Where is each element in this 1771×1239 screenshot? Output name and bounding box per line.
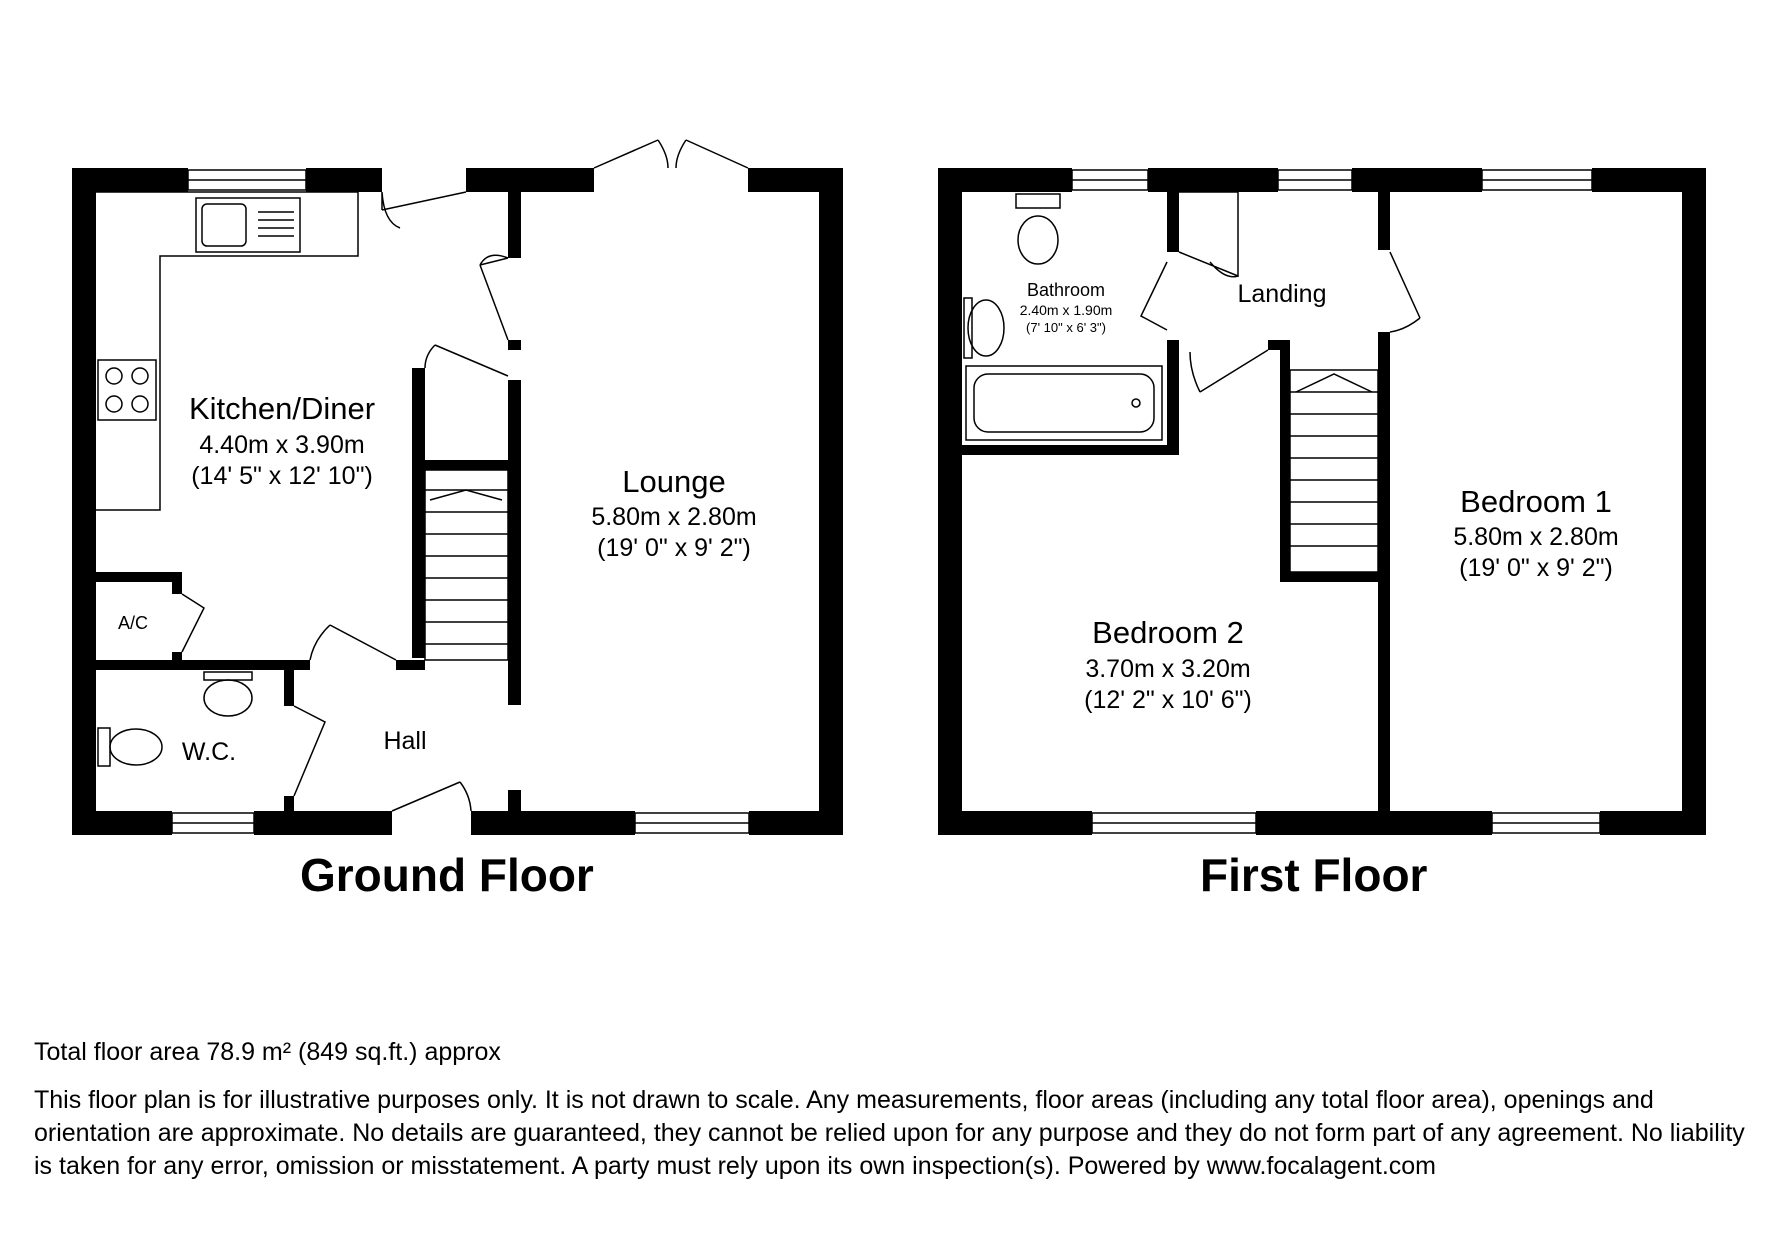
- gf-sink: [196, 198, 300, 252]
- gf-wall-lounge-top: [508, 192, 521, 258]
- ff-wall-bath-right-top: [1167, 192, 1179, 252]
- ff-wall-bed-divider: [1378, 332, 1390, 811]
- first-floor-title: First Floor: [1200, 849, 1428, 901]
- kitchen-dim-ft: (14' 5" x 12' 10"): [191, 462, 373, 490]
- wc-label: W.C.: [181, 738, 237, 766]
- ground-floor-plan: [72, 168, 843, 835]
- gf-wall-hall-top: [396, 660, 425, 670]
- gf-wall-stair-top: [425, 460, 508, 470]
- ff-wall-bottom-3: [1600, 811, 1706, 835]
- gf-wall-ac-top: [96, 572, 182, 582]
- ac-label: A/C: [117, 613, 149, 633]
- ground-floor-title: Ground Floor: [300, 849, 594, 901]
- gf-wall-hall-bottom: [508, 790, 521, 811]
- ff-wall-bath-bottom: [962, 445, 1179, 455]
- gf-wall-bottom-3: [471, 811, 635, 835]
- gf-wall-left: [72, 168, 96, 835]
- gf-toilet: [98, 728, 110, 766]
- bathroom-name: Bathroom: [1026, 280, 1106, 300]
- gf-wall-bottom-1: [72, 811, 172, 835]
- ff-door-bed1: [1390, 252, 1420, 332]
- lounge-name: Lounge: [622, 464, 726, 499]
- gf-wall-wc-right2: [284, 796, 294, 811]
- lounge-dim-m: 5.80m x 2.80m: [591, 503, 757, 531]
- disclaimer-text: This floor plan is for illustrative purposes only. It is not drawn to scale. Any measurements, floor areas (including any total floor area), openings and orientation are approximate. No details are guaranteed, they cannot be relied upon for any purpose and they do not form part of any agreement. No liability is taken for any error, omission or misstatement. A party must rely upon its own inspection(s). Powered by www.focalagent.com: [34, 1086, 1745, 1180]
- kitchen-dim-m: 4.40m x 3.90m: [199, 431, 365, 459]
- ff-cupboard: [1179, 192, 1238, 277]
- gf-wall-ac-right: [172, 572, 182, 594]
- bedroom1-name: Bedroom 1: [1460, 484, 1612, 519]
- ff-stairs: [1290, 370, 1378, 572]
- gf-wall-wc-right: [284, 670, 294, 706]
- gf-wall-lounge-mid: [508, 340, 521, 350]
- bedroom2-name: Bedroom 2: [1092, 615, 1244, 650]
- kitchen-name: Kitchen/Diner: [188, 391, 376, 426]
- bathroom-dim-m: 2.40m x 1.90m: [1019, 302, 1113, 318]
- ff-door-bath: [1141, 262, 1167, 330]
- ff-basin: [968, 300, 1004, 356]
- ff-door-bed2: [1190, 350, 1268, 392]
- gf-wall-top-mid1: [306, 168, 382, 192]
- lounge-dim-ft: (19' 0" x 9' 2"): [597, 534, 751, 562]
- ff-wall-top-3: [1352, 168, 1482, 192]
- gf-door-wc: [294, 706, 325, 796]
- bedroom1-dim-m: 5.80m x 2.80m: [1453, 523, 1619, 551]
- gf-door-hall: [310, 625, 396, 660]
- gf-wall-top-mid2: [466, 168, 594, 192]
- gf-door-lounge: [480, 255, 508, 340]
- room-labels: [118, 280, 1619, 766]
- gf-wall-stair: [508, 380, 521, 705]
- ff-wall-bottom-2: [1256, 811, 1492, 835]
- gf-wall-right: [819, 168, 843, 835]
- bedroom2-dim-m: 3.70m x 3.20m: [1085, 655, 1251, 683]
- gf-wall-bottom-4: [749, 811, 843, 835]
- gf-door-back: [382, 192, 466, 228]
- ff-wall-stair-bottom: [1280, 572, 1378, 582]
- ff-wall-right: [1682, 168, 1706, 835]
- ff-wall-left: [938, 168, 962, 835]
- gf-door-ac: [182, 594, 204, 652]
- ff-wall-bed-divider-top: [1378, 192, 1390, 250]
- ff-wall-bottom-1: [938, 811, 1092, 835]
- hall-label: Hall: [383, 727, 427, 755]
- gf-wall-wc-top: [96, 660, 310, 670]
- landing-label: Landing: [1237, 280, 1327, 308]
- gf-wall-bottom-2: [254, 811, 392, 835]
- gf-hob: [98, 360, 156, 420]
- gf-basin: [204, 680, 252, 716]
- total-floor-area: Total floor area 78.9 m² (849 sq.ft.) approx: [34, 1038, 501, 1066]
- ff-toilet: [1016, 194, 1060, 208]
- gf-wall-hall-v: [412, 368, 425, 658]
- gf-door-front: [392, 782, 471, 811]
- ff-wall-bath-right: [1167, 340, 1179, 455]
- ff-wall-top-2: [1148, 168, 1278, 192]
- bathroom-dim-ft: (7' 10" x 6' 3"): [1026, 320, 1106, 335]
- bedroom1-dim-ft: (19' 0" x 9' 2"): [1459, 554, 1613, 582]
- ff-wall-stair-left: [1280, 340, 1290, 582]
- ff-wall-stair-top: [1268, 340, 1290, 350]
- bedroom2-dim-ft: (12' 2" x 10' 6"): [1084, 686, 1252, 714]
- gf-french-doors: [594, 140, 748, 168]
- gf-door-kitchen: [425, 345, 508, 376]
